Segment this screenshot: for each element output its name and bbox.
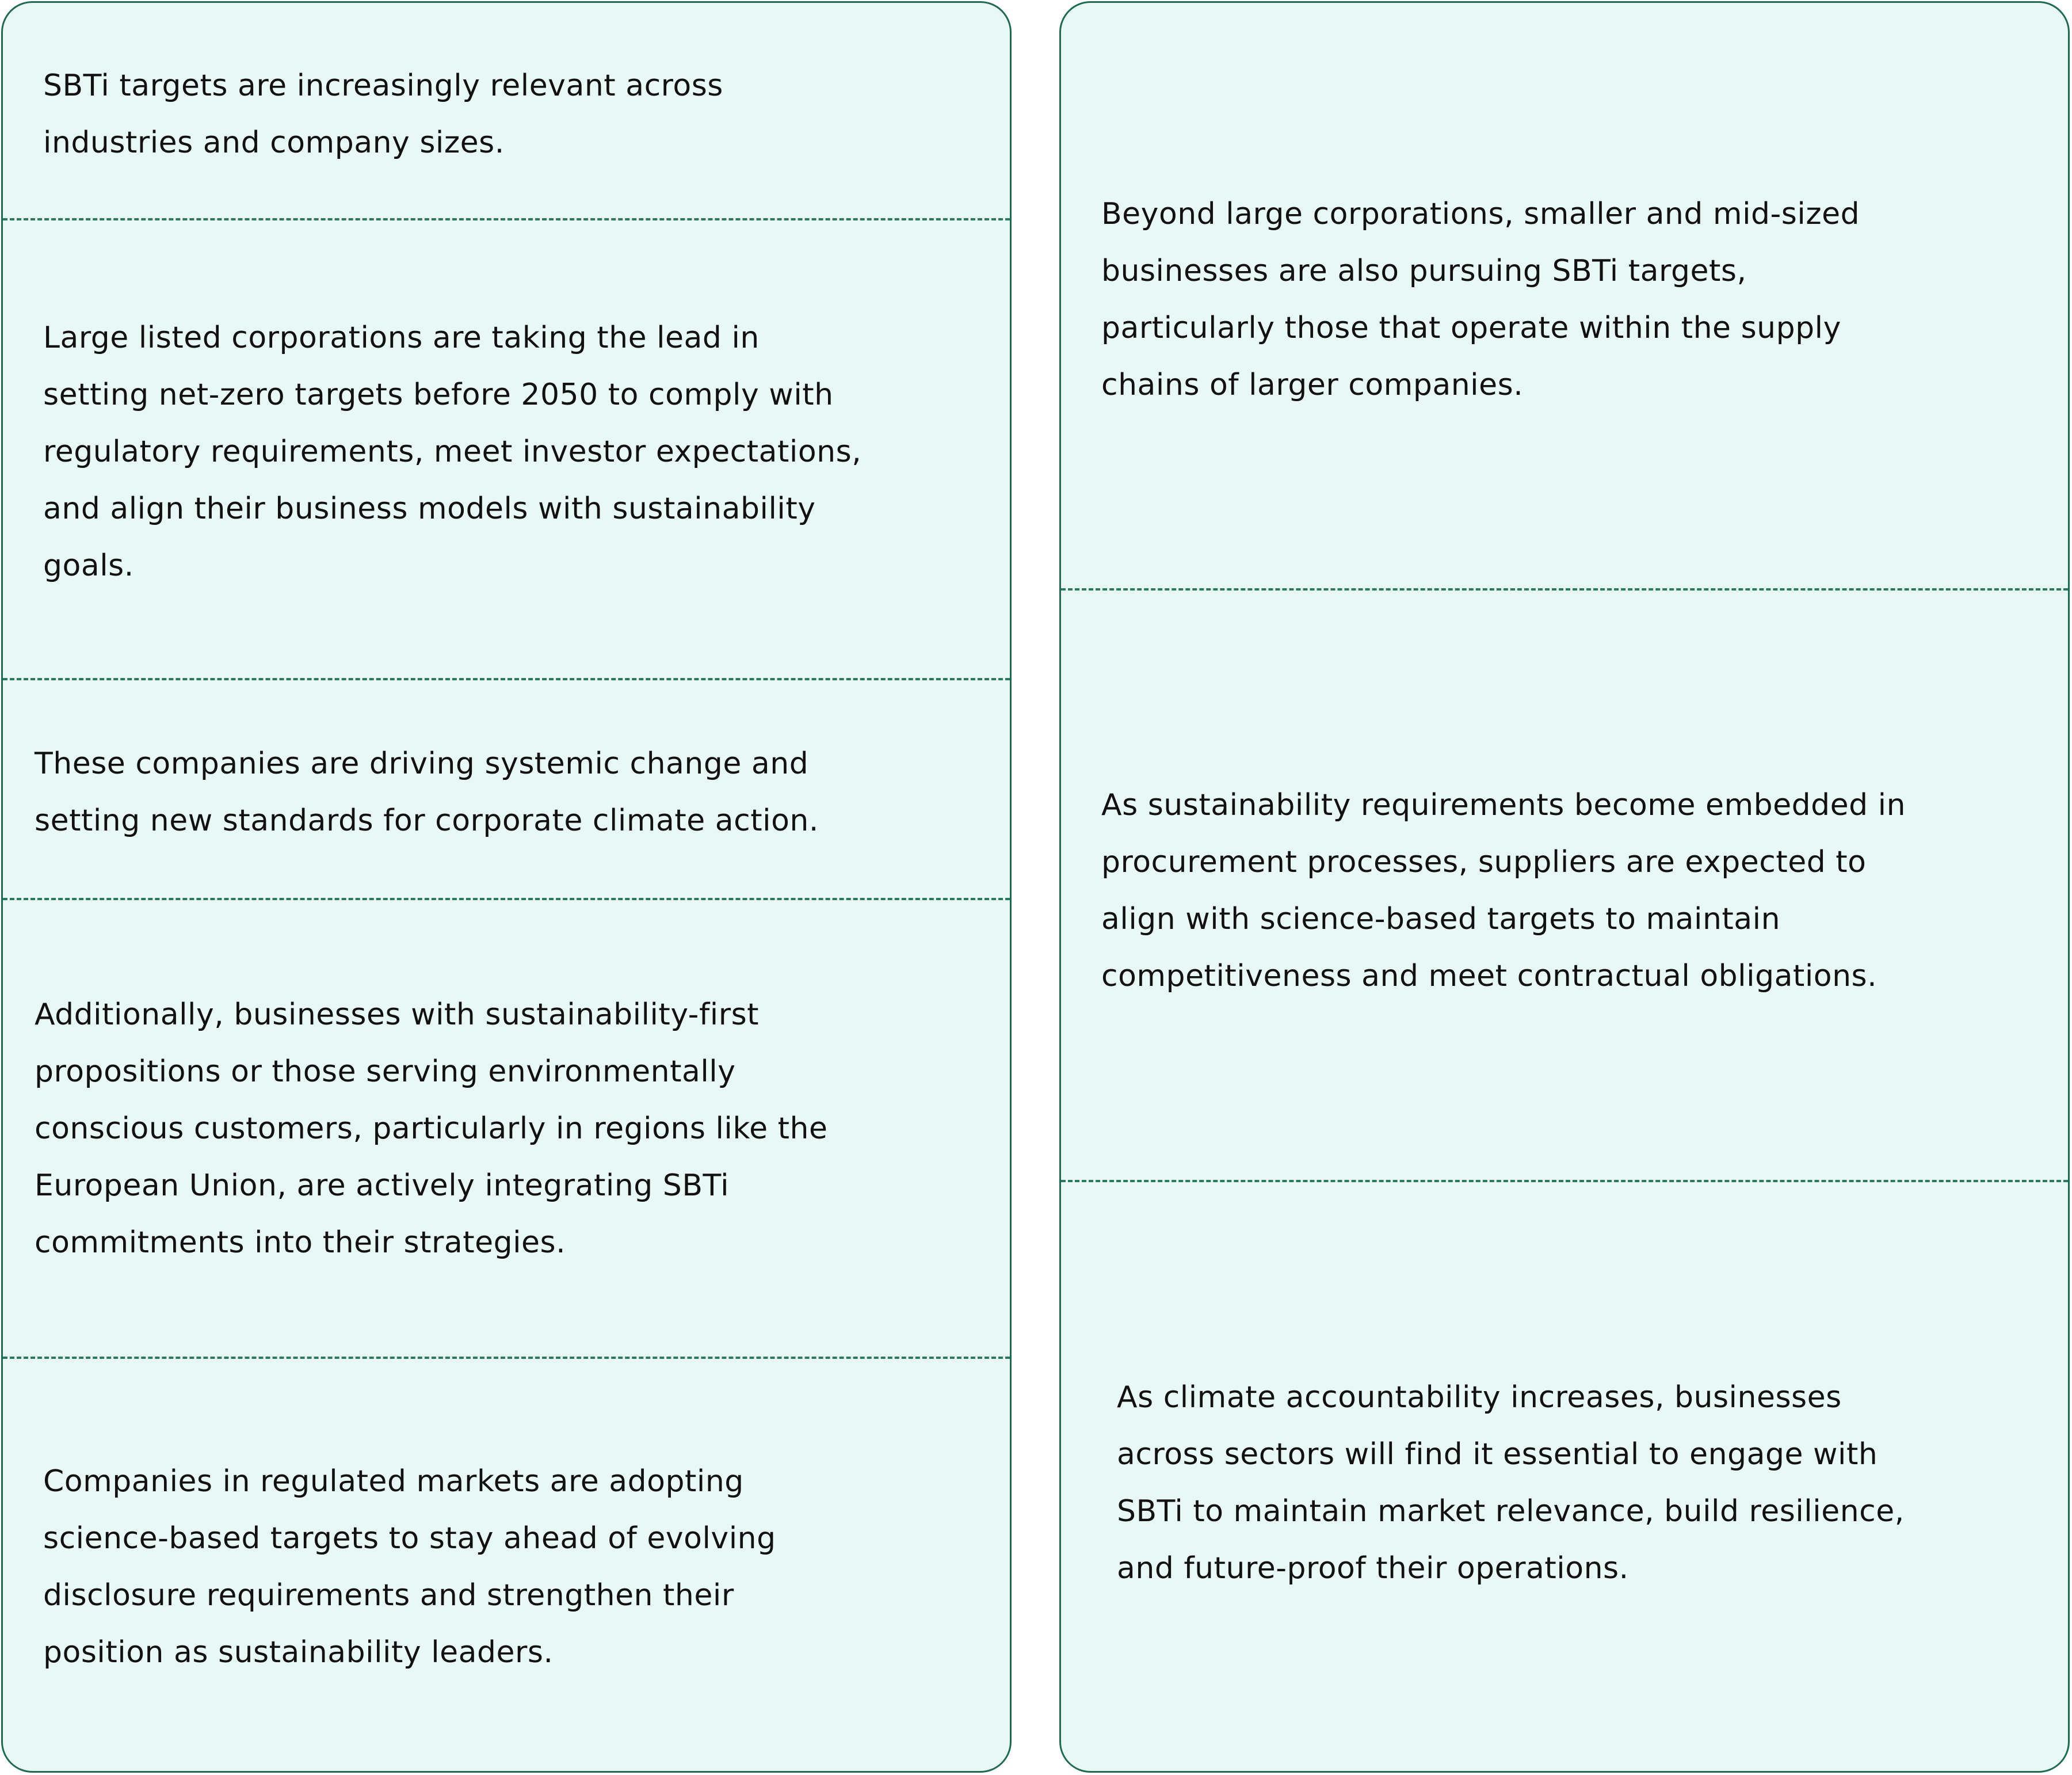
dashed-divider <box>3 218 1010 220</box>
text-line: SBTi targets are increasingly relevant across <box>43 68 723 103</box>
text-line: SBTi to maintain market relevance, build resilience, <box>1117 1494 1905 1529</box>
text-line: regulatory requirements, meet investor expectations, <box>43 435 862 469</box>
text-line: propositions or those serving environmentally <box>35 1054 736 1089</box>
dashed-divider <box>3 678 1010 680</box>
text-line: chains of larger companies. <box>1101 368 1524 402</box>
left-block-4 <box>35 986 828 1271</box>
right-panel <box>1059 1 2070 1773</box>
text-line: across sectors will find it essential to engage with <box>1117 1437 1878 1472</box>
text-line: science-based targets to stay ahead of evolving <box>43 1521 776 1556</box>
text-line: Beyond large corporations, smaller and mid-sized <box>1101 197 1860 231</box>
left-panel <box>1 1 1012 1773</box>
text-line: goals. <box>43 549 134 583</box>
text-line: industries and company sizes. <box>43 125 505 160</box>
text-line: procurement processes, suppliers are expected to <box>1101 845 1867 879</box>
text-line: As sustainability requirements become embedded in <box>1101 788 1906 822</box>
text-line: disclosure requirements and strengthen their <box>43 1578 734 1613</box>
dashed-divider <box>3 1357 1010 1359</box>
text-line: Companies in regulated markets are adopting <box>43 1464 744 1499</box>
text-line: setting net-zero targets before 2050 to comply with <box>43 378 834 412</box>
text-line: businesses are also pursuing SBTi targets, <box>1101 254 1747 288</box>
text-line: setting new standards for corporate climate action. <box>35 803 819 838</box>
right-block-2 <box>1101 777 1906 1005</box>
text-line: Large listed corporations are taking the lead in <box>43 321 760 355</box>
dashed-divider <box>1061 588 2068 591</box>
left-block-3 <box>35 736 819 850</box>
left-block-5 <box>43 1453 776 1681</box>
text-line: These companies are driving systemic change and <box>35 746 809 781</box>
text-line: As climate accountability increases, businesses <box>1117 1380 1842 1415</box>
text-line: particularly those that operate within the supply <box>1101 311 1841 345</box>
text-line: conscious customers, particularly in regions like the <box>35 1111 828 1146</box>
dashed-divider <box>3 898 1010 900</box>
left-block-2 <box>43 310 861 595</box>
text-line: commitments into their strategies. <box>35 1225 566 1260</box>
left-block-1 <box>43 58 723 172</box>
dashed-divider <box>1061 1180 2068 1182</box>
text-line: and future-proof their operations. <box>1117 1551 1629 1586</box>
text-line: Additionally, businesses with sustainability-first <box>35 997 760 1032</box>
right-block-3 <box>1117 1369 1905 1597</box>
text-line: competitiveness and meet contractual obligations. <box>1101 959 1878 993</box>
text-line: align with science-based targets to maintain <box>1101 902 1781 936</box>
text-line: and align their business models with sustainability <box>43 492 816 526</box>
text-line: position as sustainability leaders. <box>43 1635 554 1670</box>
text-line: European Union, are actively integrating SBTi <box>35 1168 730 1203</box>
right-block-1 <box>1101 186 1860 414</box>
